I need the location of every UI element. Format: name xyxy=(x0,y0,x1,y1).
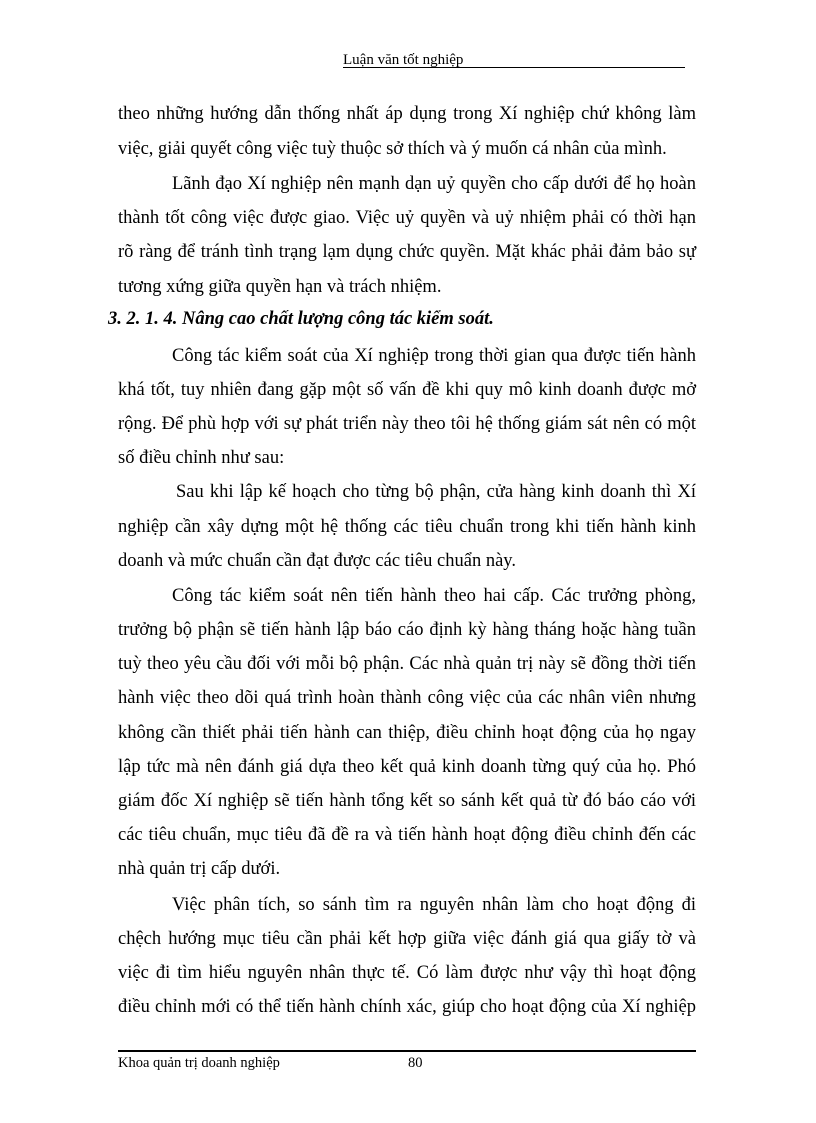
text-line: khá tốt, tuy nhiên đang gặp một số vấn đề khi quy mô kinh doanh được mở xyxy=(118,380,696,400)
text-line: thành tốt công việc được giao. Việc uỷ quyền và uỷ nhiệm phải có thời hạn xyxy=(118,208,696,228)
text-line: tuỳ theo yêu cầu đối với mỗi bộ phận. Các nhà quản trị này sẽ đồng thời tiến xyxy=(118,654,696,674)
text-line: theo những hướng dẫn thống nhất áp dụng trong Xí nghiệp chứ không làm xyxy=(118,104,696,124)
text-line: số điều chỉnh như sau: xyxy=(118,448,285,468)
text-line: nhà quản trị cấp dưới. xyxy=(118,859,281,879)
text-line: Lãnh đạo Xí nghiệp nên mạnh dạn uỷ quyền cho cấp dưới để họ hoàn xyxy=(172,174,696,194)
text-line: không cần thiết phải tiến hành can thiệp, điều chỉnh hoạt động của họ ngay xyxy=(118,723,696,743)
text-line: rộng. Để phù hợp với sự phát triển này theo tôi hệ thống giám sát nên có một xyxy=(118,414,696,434)
text-line: doanh và mức chuẩn cần đạt được các tiêu chuẩn này. xyxy=(118,551,516,571)
header-title: Luận văn tốt nghiệp xyxy=(343,52,464,68)
text-line: hành việc theo dõi quá trình hoàn thành công việc của các nhân viên nhưng xyxy=(118,688,696,708)
text-line: Việc phân tích, so sánh tìm ra nguyên nhân làm cho hoạt động đi xyxy=(172,895,696,915)
text-line: rõ ràng để tránh tình trạng lạm dụng chức quyền. Mặt khác phải đảm bảo sự xyxy=(118,242,696,262)
page-number: 80 xyxy=(408,1055,423,1071)
text-line: việc đi tìm hiểu nguyên nhân thực tế. Có làm được như vậy thì hoạt động xyxy=(118,963,696,983)
text-line: các tiêu chuẩn, mục tiêu đã đề ra và tiến hành hoạt động điều chỉnh đến các xyxy=(118,825,696,845)
text-line: Sau khi lập kế hoạch cho từng bộ phận, cửa hàng kinh doanh thì Xí xyxy=(176,482,696,502)
text-line: chệch hướng mục tiêu cần phải kết hợp giữa việc đánh giá qua giấy tờ và xyxy=(118,929,696,949)
text-line: việc, giải quyết công việc tuỳ thuộc sở thích và ý muốn cá nhân của mình. xyxy=(118,139,667,159)
text-line: Công tác kiểm soát của Xí nghiệp trong thời gian qua được tiến hành xyxy=(172,346,696,366)
text-line: điều chỉnh mới có thể tiến hành chính xác, giúp cho hoạt động của Xí nghiệp xyxy=(118,997,696,1017)
text-line: giám đốc Xí nghiệp sẽ tiến hành tổng kết so sánh kết quả từ đó báo cáo với xyxy=(118,791,696,811)
footer-rule xyxy=(118,1050,696,1052)
footer-faculty: Khoa quản trị doanh nghiệp xyxy=(118,1055,280,1071)
text-line: Công tác kiểm soát nên tiến hành theo hai cấp. Các trưởng phòng, xyxy=(172,586,696,606)
header-rule xyxy=(343,67,685,68)
text-line: nghiệp cần xây dựng một hệ thống các tiêu chuẩn trong khi tiến hành kinh xyxy=(118,517,696,537)
text-line: lập tức mà nên đánh giá dựa theo kết quả kinh doanh từng quý của họ. Phó xyxy=(118,757,696,777)
text-line: trưởng bộ phận sẽ tiến hành lập báo cáo định kỳ hàng tháng hoặc hàng tuần xyxy=(118,620,696,640)
text-line: tương xứng giữa quyền hạn và trách nhiệm. xyxy=(118,277,442,297)
section-heading: 3. 2. 1. 4. Nâng cao chất lượng công tác kiểm soát. xyxy=(108,309,494,329)
